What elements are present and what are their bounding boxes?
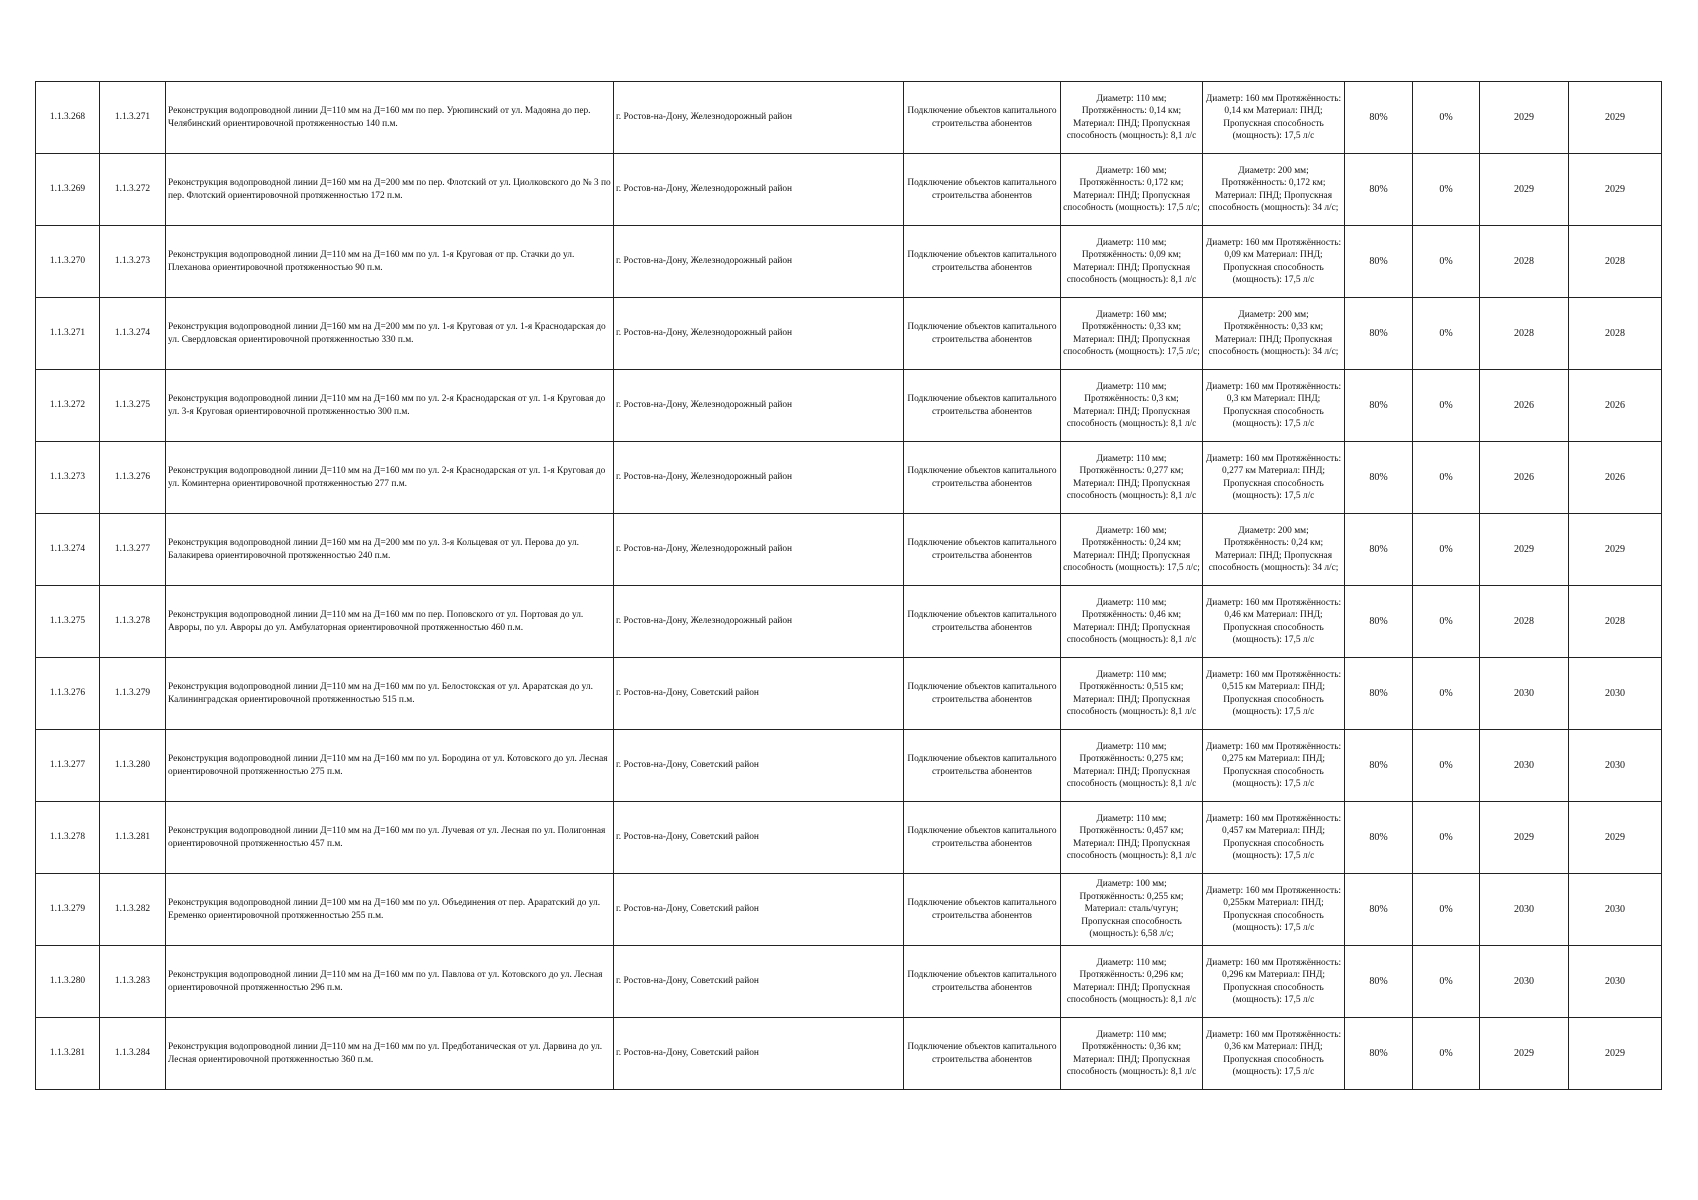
investment-program-table — [35, 81, 1662, 1090]
purpose-cell: Подключение объектов капитального строительства абонентов — [904, 946, 1061, 1018]
row-code-cell: 1.1.3.277 — [100, 514, 166, 586]
start-year-cell: 2026 — [1480, 442, 1569, 514]
row-code-cell: 1.1.3.283 — [100, 946, 166, 1018]
row-code-cell: 1.1.3.274 — [100, 298, 166, 370]
end-year-cell: 2026 — [1569, 370, 1662, 442]
table-row — [36, 802, 1662, 874]
description-cell: Реконструкция водопроводной линии Д=110 мм на Д=160 мм по ул. 1-я Круговая от пр. Стачки до ул. Плеханова ориентировочной протяженностью 90 п.м. — [166, 226, 614, 298]
row-code-cell: 1.1.3.279 — [100, 658, 166, 730]
start-year-cell: 2026 — [1480, 370, 1569, 442]
purpose-cell: Подключение объектов капитального строительства абонентов — [904, 874, 1061, 946]
purpose-cell: Подключение объектов капитального строительства абонентов — [904, 298, 1061, 370]
percent-cell-2: 0% — [1413, 946, 1480, 1018]
after-specs-cell: Диаметр: 200 мм; Протяжённость: 0,33 км; Материал: ПНД; Пропускная способность (мощность): 34 л/с; — [1203, 298, 1345, 370]
after-specs-cell: Диаметр: 160 мм Протяженность: 0,255км Материал: ПНД; Пропускная способность (мощность): 17,5 л/с — [1203, 874, 1345, 946]
start-year-cell: 2029 — [1480, 802, 1569, 874]
percent-cell-2: 0% — [1413, 658, 1480, 730]
percent-cell-2: 0% — [1413, 442, 1480, 514]
percent-cell-2: 0% — [1413, 226, 1480, 298]
after-specs-cell: Диаметр: 160 мм Протяжённость: 0,46 км Материал: ПНД; Пропускная способность (мощность): 17,5 л/с — [1203, 586, 1345, 658]
description-cell: Реконструкция водопроводной линии Д=110 мм на Д=160 мм по ул. Белостокская от ул. Араратская до ул. Калининградская ориентировочной протяженностью 515 п.м. — [166, 658, 614, 730]
purpose-cell: Подключение объектов капитального строительства абонентов — [904, 1018, 1061, 1090]
purpose-cell: Подключение объектов капитального строительства абонентов — [904, 730, 1061, 802]
before-specs-cell: Диаметр: 110 мм; Протяжённость: 0,09 км; Материал: ПНД; Пропускная способность (мощность): 8,1 л/с — [1061, 226, 1203, 298]
percent-cell-2: 0% — [1413, 154, 1480, 226]
location-cell: г. Ростов-на-Дону, Советский район — [614, 946, 904, 1018]
percent-cell-1: 80% — [1345, 1018, 1413, 1090]
row-code-cell: 1.1.3.280 — [100, 730, 166, 802]
location-cell: г. Ростов-на-Дону, Железнодорожный район — [614, 298, 904, 370]
before-specs-cell: Диаметр: 110 мм; Протяжённость: 0,277 км; Материал: ПНД; Пропускная способность (мощность): 8,1 л/с — [1061, 442, 1203, 514]
percent-cell-1: 80% — [1345, 298, 1413, 370]
after-specs-cell: Диаметр: 200 мм; Протяжённость: 0,172 км; Материал: ПНД; Пропускная способность (мощность): 34 л/с; — [1203, 154, 1345, 226]
row-number-cell: 1.1.3.269 — [36, 154, 100, 226]
percent-cell-1: 80% — [1345, 154, 1413, 226]
row-number-cell: 1.1.3.270 — [36, 226, 100, 298]
start-year-cell: 2029 — [1480, 82, 1569, 154]
row-number-cell: 1.1.3.279 — [36, 874, 100, 946]
location-cell: г. Ростов-на-Дону, Советский район — [614, 1018, 904, 1090]
percent-cell-1: 80% — [1345, 730, 1413, 802]
percent-cell-1: 80% — [1345, 514, 1413, 586]
start-year-cell: 2028 — [1480, 226, 1569, 298]
row-code-cell: 1.1.3.284 — [100, 1018, 166, 1090]
row-code-cell: 1.1.3.271 — [100, 82, 166, 154]
purpose-cell: Подключение объектов капитального строительства абонентов — [904, 442, 1061, 514]
percent-cell-1: 80% — [1345, 82, 1413, 154]
location-cell: г. Ростов-на-Дону, Железнодорожный район — [614, 442, 904, 514]
row-number-cell: 1.1.3.268 — [36, 82, 100, 154]
table-row — [36, 586, 1662, 658]
row-number-cell: 1.1.3.272 — [36, 370, 100, 442]
purpose-cell: Подключение объектов капитального строительства абонентов — [904, 154, 1061, 226]
after-specs-cell: Диаметр: 160 мм Протяжённость: 0,277 км Материал: ПНД; Пропускная способность (мощность): 17,5 л/с — [1203, 442, 1345, 514]
table-row — [36, 946, 1662, 1018]
end-year-cell: 2029 — [1569, 802, 1662, 874]
percent-cell-1: 80% — [1345, 586, 1413, 658]
table-row — [36, 442, 1662, 514]
percent-cell-2: 0% — [1413, 802, 1480, 874]
percent-cell-1: 80% — [1345, 226, 1413, 298]
purpose-cell: Подключение объектов капитального строительства абонентов — [904, 370, 1061, 442]
purpose-cell: Подключение объектов капитального строительства абонентов — [904, 226, 1061, 298]
after-specs-cell: Диаметр: 160 мм Протяжённость: 0,36 км Материал: ПНД; Пропускная способность (мощность): 17,5 л/с — [1203, 1018, 1345, 1090]
percent-cell-2: 0% — [1413, 586, 1480, 658]
end-year-cell: 2029 — [1569, 82, 1662, 154]
percent-cell-1: 80% — [1345, 370, 1413, 442]
percent-cell-1: 80% — [1345, 802, 1413, 874]
start-year-cell: 2030 — [1480, 874, 1569, 946]
end-year-cell: 2030 — [1569, 946, 1662, 1018]
table-row — [36, 226, 1662, 298]
percent-cell-1: 80% — [1345, 874, 1413, 946]
description-cell: Реконструкция водопроводной линии Д=110 мм на Д=160 мм по ул. Бородина от ул. Котовского до ул. Лесная ориентировочной протяженностью 275 п.м. — [166, 730, 614, 802]
location-cell: г. Ростов-на-Дону, Советский район — [614, 874, 904, 946]
after-specs-cell: Диаметр: 160 мм Протяжённость: 0,457 км Материал: ПНД; Пропускная способность (мощность): 17,5 л/с — [1203, 802, 1345, 874]
location-cell: г. Ростов-на-Дону, Советский район — [614, 730, 904, 802]
description-cell: Реконструкция водопроводной линии Д=110 мм на Д=160 мм по ул. Предботаническая от ул. Дарвина до ул. Лесная ориентировочной протяженностью 360 п.м. — [166, 1018, 614, 1090]
start-year-cell: 2030 — [1480, 946, 1569, 1018]
row-number-cell: 1.1.3.274 — [36, 514, 100, 586]
description-cell: Реконструкция водопроводной линии Д=110 мм на Д=160 мм по ул. Лучевая от ул. Лесная по ул. Полигонная ориентировочной протяженностью 457 п.м. — [166, 802, 614, 874]
end-year-cell: 2026 — [1569, 442, 1662, 514]
description-cell: Реконструкция водопроводной линии Д=160 мм на Д=200 мм по ул. 1-я Круговая от ул. 1-я Краснодарская до ул. Свердловская ориентировочной протяженностью 330 п.м. — [166, 298, 614, 370]
table-row — [36, 298, 1662, 370]
before-specs-cell: Диаметр: 100 мм; Протяжённость: 0,255 км; Материал: сталь/чугун; Пропускная способность (мощность): 6,58 л/с; — [1061, 874, 1203, 946]
purpose-cell: Подключение объектов капитального строительства абонентов — [904, 802, 1061, 874]
end-year-cell: 2030 — [1569, 658, 1662, 730]
before-specs-cell: Диаметр: 110 мм; Протяжённость: 0,46 км; Материал: ПНД; Пропускная способность (мощность): 8,1 л/с — [1061, 586, 1203, 658]
row-number-cell: 1.1.3.275 — [36, 586, 100, 658]
percent-cell-2: 0% — [1413, 514, 1480, 586]
table-row — [36, 370, 1662, 442]
row-code-cell: 1.1.3.275 — [100, 370, 166, 442]
purpose-cell: Подключение объектов капитального строительства абонентов — [904, 658, 1061, 730]
row-number-cell: 1.1.3.280 — [36, 946, 100, 1018]
percent-cell-2: 0% — [1413, 1018, 1480, 1090]
row-code-cell: 1.1.3.276 — [100, 442, 166, 514]
row-number-cell: 1.1.3.276 — [36, 658, 100, 730]
table-row — [36, 874, 1662, 946]
before-specs-cell: Диаметр: 110 мм; Протяжённость: 0,296 км; Материал: ПНД; Пропускная способность (мощность): 8,1 л/с — [1061, 946, 1203, 1018]
before-specs-cell: Диаметр: 160 мм; Протяжённость: 0,33 км; Материал: ПНД; Пропускная способность (мощность): 17,5 л/с; — [1061, 298, 1203, 370]
table-body — [36, 82, 1662, 1090]
row-code-cell: 1.1.3.281 — [100, 802, 166, 874]
after-specs-cell: Диаметр: 160 мм Протяжённость: 0,09 км Материал: ПНД; Пропускная способность (мощность): 17,5 л/с — [1203, 226, 1345, 298]
row-code-cell: 1.1.3.273 — [100, 226, 166, 298]
end-year-cell: 2029 — [1569, 1018, 1662, 1090]
row-number-cell: 1.1.3.278 — [36, 802, 100, 874]
description-cell: Реконструкция водопроводной линии Д=110 мм на Д=160 мм по ул. Павлова от ул. Котовского до ул. Лесная ориентировочной протяженностью 296 п.м. — [166, 946, 614, 1018]
row-code-cell: 1.1.3.272 — [100, 154, 166, 226]
location-cell: г. Ростов-на-Дону, Железнодорожный район — [614, 514, 904, 586]
description-cell: Реконструкция водопроводной линии Д=110 мм на Д=160 мм по ул. 2-я Краснодарская от ул. 1-я Круговая до ул. Коминтерна ориентировочной протяженностью 277 п.м. — [166, 442, 614, 514]
after-specs-cell: Диаметр: 160 мм Протяжённость: 0,515 км Материал: ПНД; Пропускная способность (мощность): 17,5 л/с — [1203, 658, 1345, 730]
percent-cell-2: 0% — [1413, 730, 1480, 802]
location-cell: г. Ростов-на-Дону, Железнодорожный район — [614, 82, 904, 154]
start-year-cell: 2028 — [1480, 298, 1569, 370]
row-code-cell: 1.1.3.282 — [100, 874, 166, 946]
row-number-cell: 1.1.3.281 — [36, 1018, 100, 1090]
table-row — [36, 1018, 1662, 1090]
table-row — [36, 730, 1662, 802]
before-specs-cell: Диаметр: 110 мм; Протяжённость: 0,3 км; Материал: ПНД; Пропускная способность (мощность): 8,1 л/с — [1061, 370, 1203, 442]
location-cell: г. Ростов-на-Дону, Советский район — [614, 802, 904, 874]
percent-cell-2: 0% — [1413, 370, 1480, 442]
location-cell: г. Ростов-на-Дону, Железнодорожный район — [614, 370, 904, 442]
location-cell: г. Ростов-на-Дону, Советский район — [614, 658, 904, 730]
end-year-cell: 2030 — [1569, 874, 1662, 946]
purpose-cell: Подключение объектов капитального строительства абонентов — [904, 82, 1061, 154]
description-cell: Реконструкция водопроводной линии Д=110 мм на Д=160 мм по пер. Поповского от ул. Портовая до ул. Авроры, по ул. Авроры до ул. Амбулаторная ориентировочной протяженностью 460 п.м. — [166, 586, 614, 658]
after-specs-cell: Диаметр: 160 мм Протяжённость: 0,275 км Материал: ПНД; Пропускная способность (мощность): 17,5 л/с — [1203, 730, 1345, 802]
after-specs-cell: Диаметр: 200 мм; Протяжённость: 0,24 км; Материал: ПНД; Пропускная способность (мощность): 34 л/с; — [1203, 514, 1345, 586]
end-year-cell: 2029 — [1569, 154, 1662, 226]
percent-cell-2: 0% — [1413, 874, 1480, 946]
row-number-cell: 1.1.3.273 — [36, 442, 100, 514]
start-year-cell: 2030 — [1480, 730, 1569, 802]
start-year-cell: 2028 — [1480, 586, 1569, 658]
end-year-cell: 2028 — [1569, 298, 1662, 370]
start-year-cell: 2029 — [1480, 1018, 1569, 1090]
end-year-cell: 2028 — [1569, 226, 1662, 298]
location-cell: г. Ростов-на-Дону, Железнодорожный район — [614, 226, 904, 298]
purpose-cell: Подключение объектов капитального строительства абонентов — [904, 586, 1061, 658]
description-cell: Реконструкция водопроводной линии Д=100 мм на Д=160 мм по ул. Объединения от пер. Араратский до ул. Еременко ориентировочной протяженностью 255 п.м. — [166, 874, 614, 946]
end-year-cell: 2030 — [1569, 730, 1662, 802]
row-code-cell: 1.1.3.278 — [100, 586, 166, 658]
before-specs-cell: Диаметр: 110 мм; Протяжённость: 0,275 км; Материал: ПНД; Пропускная способность (мощность): 8,1 л/с — [1061, 730, 1203, 802]
percent-cell-2: 0% — [1413, 298, 1480, 370]
after-specs-cell: Диаметр: 160 мм Протяжённость: 0,3 км Материал: ПНД; Пропускная способность (мощность): 17,5 л/с — [1203, 370, 1345, 442]
description-cell: Реконструкция водопроводной линии Д=110 мм на Д=160 мм по пер. Урюпинский от ул. Мадояна до пер. Челябинский ориентировочной протяженностью 140 п.м. — [166, 82, 614, 154]
before-specs-cell: Диаметр: 160 мм; Протяжённость: 0,172 км; Материал: ПНД; Пропускная способность (мощность): 17,5 л/с; — [1061, 154, 1203, 226]
start-year-cell: 2029 — [1480, 154, 1569, 226]
after-specs-cell: Диаметр: 160 мм Протяжённость: 0,296 км Материал: ПНД; Пропускная способность (мощность): 17,5 л/с — [1203, 946, 1345, 1018]
table-row — [36, 658, 1662, 730]
location-cell: г. Ростов-на-Дону, Железнодорожный район — [614, 586, 904, 658]
description-cell: Реконструкция водопроводной линии Д=160 мм на Д=200 мм по ул. 3-я Кольцевая от ул. Перова до ул. Балакирева ориентировочной протяженностью 240 п.м. — [166, 514, 614, 586]
location-cell: г. Ростов-на-Дону, Железнодорожный район — [614, 154, 904, 226]
after-specs-cell: Диаметр: 160 мм Протяжённость: 0,14 км Материал: ПНД; Пропускная способность (мощность): 17,5 л/с — [1203, 82, 1345, 154]
before-specs-cell: Диаметр: 110 мм; Протяжённость: 0,515 км; Материал: ПНД; Пропускная способность (мощность): 8,1 л/с — [1061, 658, 1203, 730]
purpose-cell: Подключение объектов капитального строительства абонентов — [904, 514, 1061, 586]
before-specs-cell: Диаметр: 110 мм; Протяжённость: 0,36 км; Материал: ПНД; Пропускная способность (мощность): 8,1 л/с — [1061, 1018, 1203, 1090]
end-year-cell: 2028 — [1569, 586, 1662, 658]
before-specs-cell: Диаметр: 160 мм; Протяжённость: 0,24 км; Материал: ПНД; Пропускная способность (мощность): 17,5 л/с; — [1061, 514, 1203, 586]
percent-cell-1: 80% — [1345, 946, 1413, 1018]
start-year-cell: 2029 — [1480, 514, 1569, 586]
table-row — [36, 82, 1662, 154]
row-number-cell: 1.1.3.277 — [36, 730, 100, 802]
description-cell: Реконструкция водопроводной линии Д=160 мм на Д=200 мм по пер. Флотский от ул. Циолковского до № 3 по пер. Флотский ориентировочной протяженностью 172 п.м. — [166, 154, 614, 226]
table-row — [36, 154, 1662, 226]
end-year-cell: 2029 — [1569, 514, 1662, 586]
row-number-cell: 1.1.3.271 — [36, 298, 100, 370]
table-row — [36, 514, 1662, 586]
before-specs-cell: Диаметр: 110 мм; Протяжённость: 0,457 км; Материал: ПНД; Пропускная способность (мощность): 8,1 л/с — [1061, 802, 1203, 874]
before-specs-cell: Диаметр: 110 мм; Протяжённость: 0,14 км; Материал: ПНД; Пропускная способность (мощность): 8,1 л/с — [1061, 82, 1203, 154]
percent-cell-1: 80% — [1345, 442, 1413, 514]
percent-cell-2: 0% — [1413, 82, 1480, 154]
description-cell: Реконструкция водопроводной линии Д=110 мм на Д=160 мм по ул. 2-я Краснодарская от ул. 1-я Круговая до ул. 3-я Круговая ориентировочной протяженностью 300 п.м. — [166, 370, 614, 442]
percent-cell-1: 80% — [1345, 658, 1413, 730]
start-year-cell: 2030 — [1480, 658, 1569, 730]
